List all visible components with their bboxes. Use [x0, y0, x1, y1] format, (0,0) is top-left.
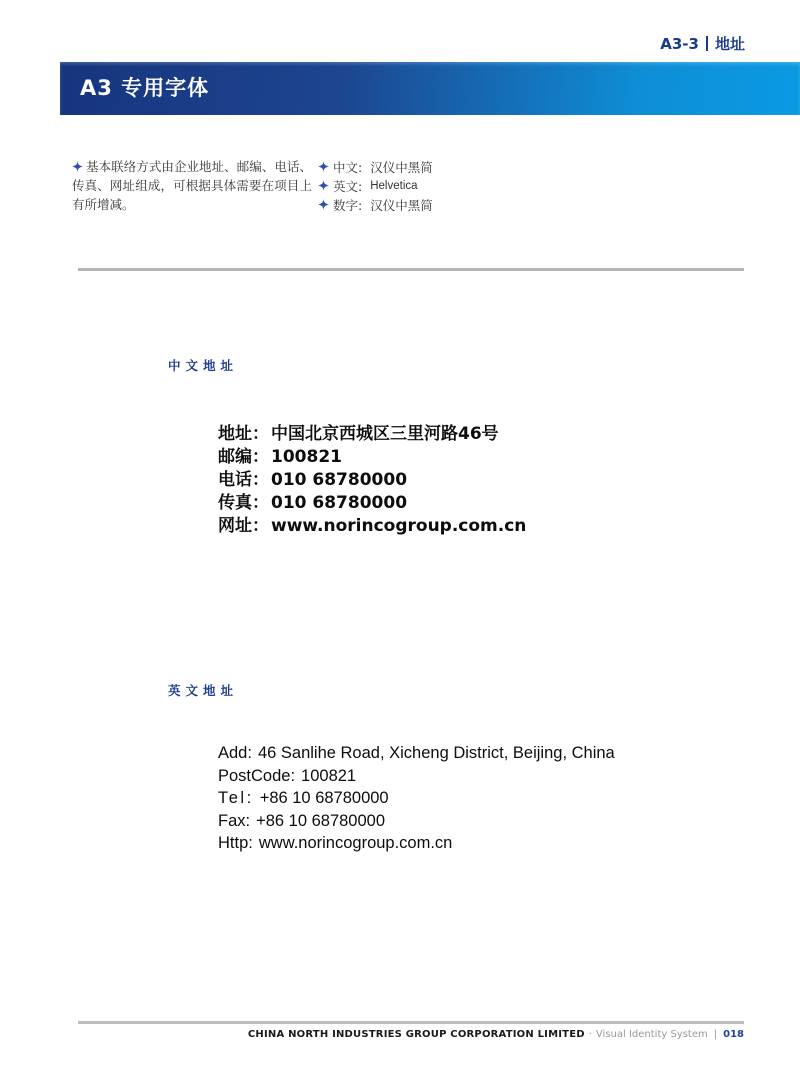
spec-label: 英文: — [333, 178, 363, 194]
address-line — [218, 492, 526, 515]
cross-bullet-icon — [318, 199, 329, 210]
address-line-label: PostCode: — [218, 766, 296, 785]
address-line — [218, 742, 615, 765]
address-line — [218, 832, 615, 855]
address-line-label: 传真： — [218, 493, 269, 513]
font-spec-chinese — [318, 157, 433, 176]
spec-value: 汉仪中黑简 — [370, 159, 433, 175]
footer-system-label: Visual Identity System — [595, 1029, 708, 1040]
font-spec-english — [318, 176, 433, 195]
address-line-value: www.norincogroup.com.cn — [258, 834, 453, 852]
font-spec-list — [318, 157, 433, 214]
cross-bullet-icon — [318, 161, 329, 172]
breadcrumb — [660, 33, 745, 54]
content-divider — [78, 268, 744, 271]
font-spec-number — [318, 195, 433, 214]
address-line — [218, 515, 526, 538]
address-line-label: 地址： — [218, 424, 269, 444]
address-line — [218, 810, 615, 833]
cross-bullet-icon — [318, 180, 329, 191]
address-line-value: +86 10 68780000 — [256, 811, 386, 830]
cross-bullet-icon — [72, 161, 83, 172]
address-line-label: 网址： — [218, 516, 269, 536]
footer-page-number: 018 — [723, 1029, 744, 1040]
address-line-label: 邮编： — [218, 447, 269, 467]
address-line — [218, 423, 526, 446]
spec-value: 汉仪中黑简 — [370, 197, 433, 213]
intro-note — [72, 157, 312, 214]
address-line — [218, 787, 615, 810]
address-line — [218, 469, 526, 492]
address-line — [218, 446, 526, 469]
footer-company-name: CHINA NORTH INDUSTRIES GROUP CORPORATION LIMITED — [247, 1029, 585, 1040]
address-line-label: 电话： — [218, 470, 269, 490]
address-line-value: 010 68780000 — [271, 493, 408, 513]
address-line-value: 100821 — [301, 766, 357, 785]
footer-divider — [78, 1021, 744, 1024]
address-line-label: Fax: — [218, 811, 251, 830]
section-code: A3-3 — [660, 34, 699, 53]
address-line-label: Tel: — [218, 789, 254, 807]
section-heading-chinese-address: 中文地址 — [168, 358, 239, 373]
address-line-label: Http: — [218, 834, 253, 852]
intro-text: 基本联络方式由企业地址、邮编、电话、传真、网址组成，可根据具体需要在项目上有所增减。 — [72, 159, 312, 212]
section-label: 地址 — [714, 35, 745, 53]
address-line-value: 中国北京西城区三里河路46号 — [271, 424, 499, 444]
footer-separator: · — [588, 1029, 592, 1040]
page-title: A3 专用字体 — [80, 76, 210, 100]
address-line-value: 46 Sanlihe Road, Xicheng District, Beijing, China — [257, 744, 615, 762]
footer — [248, 1029, 744, 1040]
address-line-value: 010 68780000 — [271, 470, 408, 490]
footer-pipe: | — [713, 1029, 718, 1040]
spec-value: Helvetica — [370, 179, 418, 192]
section-heading-english-address: 英文地址 — [168, 683, 239, 698]
address-line-value: www.norincogroup.com.cn — [271, 516, 527, 536]
breadcrumb-divider — [706, 36, 708, 51]
english-address-block — [218, 742, 615, 855]
spec-label: 中文: — [333, 159, 363, 175]
address-line-value: +86 10 68780000 — [259, 789, 389, 807]
address-line-value: 100821 — [271, 447, 342, 467]
title-bar — [60, 62, 800, 115]
address-line-label: Add: — [218, 744, 252, 762]
chinese-address-block — [218, 423, 526, 538]
spec-label: 数字: — [333, 197, 363, 213]
address-line — [218, 765, 615, 788]
